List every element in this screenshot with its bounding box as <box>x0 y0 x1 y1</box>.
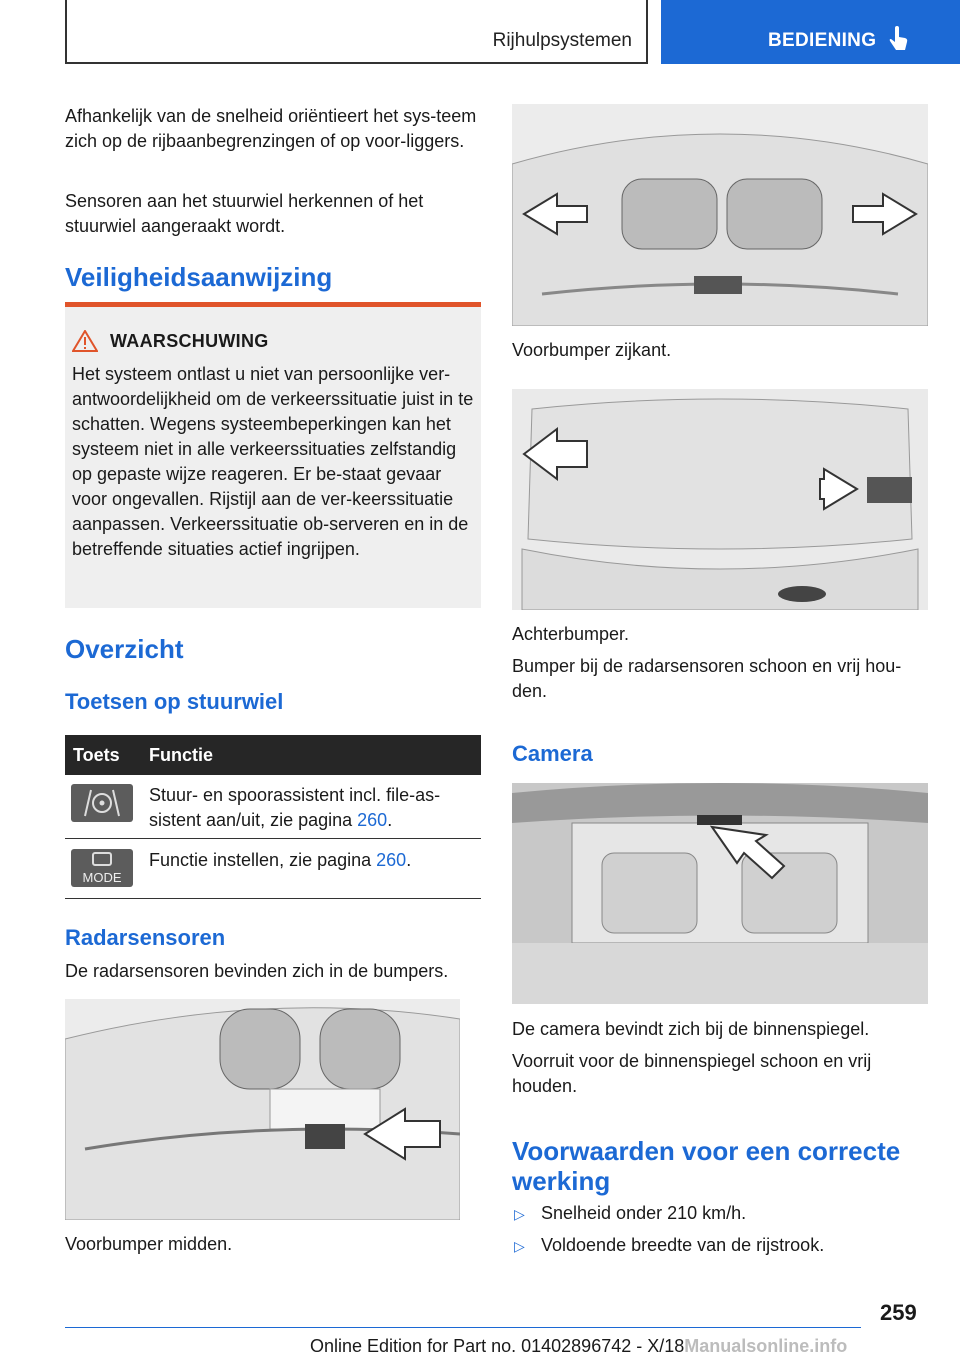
intro-paragraph-1: Afhankelijk van de snelheid oriëntieert het sys-teem zich op de rijbaanbegrenzingen of op voor-liggers. <box>65 106 477 151</box>
photo-front-bumper-middle <box>65 999 460 1220</box>
table-row-divider <box>65 838 481 839</box>
caption-front-bumper-side: Voorbumper zijkant. <box>512 340 672 360</box>
photo-front-bumper-side <box>512 104 928 326</box>
radar-text: De radarsensoren bevinden zich in de bumpers. <box>65 961 449 981</box>
warning-text: Het systeem ontlast u niet van persoonlijke ver-antwoordelijkheid om de verkeerssituatie juist in te schatten. Wegens systeembeperkingen kan het systeem niet in alle verkeerssituaties zelfstandig op gepaste wijze reageren. Er be-staat gevaar voor ongevallen. Rijstijl aan de ver-keerssituatie aanpassen. Verkeerssituatie ob-serveren en in de betreffende situaties actief ingrijpen. <box>72 364 474 559</box>
bullet-triangle-icon: ▷ <box>514 1206 525 1222</box>
heading-radar: Radarsensoren <box>65 925 226 950</box>
rear-bumper-note: Bumper bij de radarsensoren schoon en vrij hou-den. <box>512 656 902 701</box>
footer-watermark: Manualsonline.info <box>684 1336 848 1356</box>
condition-item: Voldoende breedte van de rijstrook. <box>541 1235 825 1255</box>
table-row-2-function: Functie instellen, zie pagina 260. <box>149 850 412 870</box>
camera-text-1: De camera bevindt zich bij de binnenspiegel. <box>512 1019 870 1039</box>
camera-text-2: Voorruit voor de binnenspiegel schoon en vrij houden. <box>512 1051 872 1096</box>
table-col-function: Functie <box>149 745 214 765</box>
page-number: 259 <box>880 1300 917 1325</box>
footer-rule <box>65 1327 861 1328</box>
caption-rear-bumper: Achterbumper. <box>512 624 630 644</box>
heading-conditions: Voorwaarden voor een correcte werking <box>512 1136 901 1196</box>
svg-text:MODE: MODE <box>82 870 122 885</box>
caption-front-bumper-middle: Voorbumper midden. <box>65 1234 233 1254</box>
warning-triangle-icon <box>72 330 98 352</box>
warning-title: WAARSCHUWING <box>110 331 269 351</box>
heading-steering-buttons: Toetsen op stuurwiel <box>65 689 284 714</box>
hand-pointer-icon <box>889 26 909 52</box>
header-section-title: Rijhulpsystemen <box>492 30 632 51</box>
page-link-260[interactable]: 260 <box>376 850 407 870</box>
table-row-1-function: Stuur- en spoorassistent incl. file-as-sistent aan/uit, zie pagina 260. <box>149 785 441 830</box>
footer-edition: Online Edition for Part no. 01402896742 - X/18Manualsonline.info <box>310 1336 848 1356</box>
intro-paragraph-2: Sensoren aan het stuurwiel herkennen of het stuurwiel aangeraakt wordt. <box>65 191 424 236</box>
table-col-key: Toets <box>73 745 120 765</box>
table-header <box>65 735 481 775</box>
heading-camera: Camera <box>512 741 593 766</box>
mode-button-icon <box>71 849 133 887</box>
table-bottom-line <box>65 898 481 899</box>
photo-camera-windshield <box>512 783 928 1004</box>
condition-item: Snelheid onder 210 km/h. <box>541 1203 747 1223</box>
heading-safety: Veiligheidsaanwijzing <box>65 262 333 292</box>
bullet-triangle-icon: ▷ <box>514 1238 525 1254</box>
photo-rear-bumper <box>512 389 928 610</box>
heading-overview: Overzicht <box>65 634 184 664</box>
lane-assist-icon <box>71 784 133 822</box>
header-section-box <box>65 0 648 64</box>
page-link-260[interactable]: 260 <box>357 810 388 830</box>
header-tab-label: BEDIENING <box>768 30 877 51</box>
header-tab-bediening[interactable] <box>661 0 960 64</box>
